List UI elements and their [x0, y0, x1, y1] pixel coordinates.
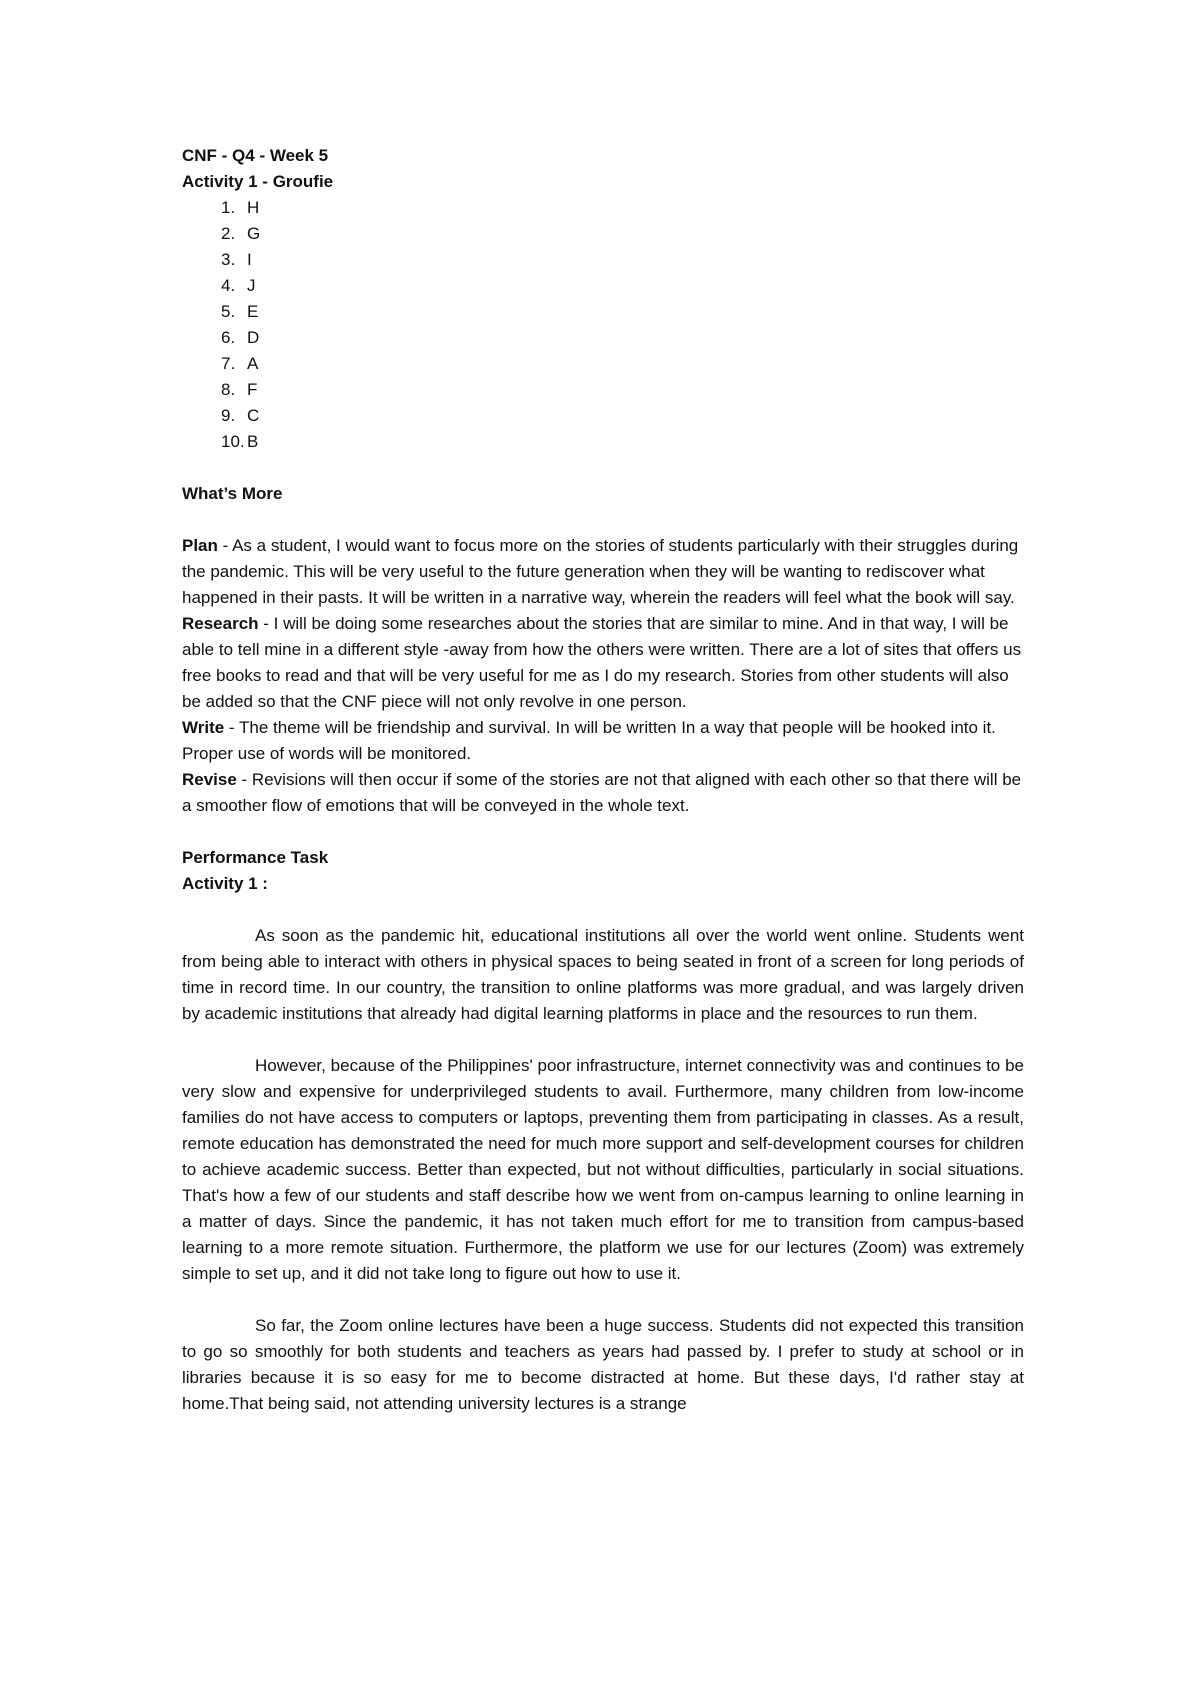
- list-item: 7. A: [221, 354, 259, 373]
- write-label: Write: [182, 718, 225, 737]
- plan-label: Plan: [182, 536, 218, 555]
- list-item: 2. G: [221, 224, 261, 243]
- activity-heading: Activity 1 - Groufie: [182, 172, 334, 191]
- performance-activity-heading: Activity 1 :: [182, 874, 268, 893]
- essay-paragraph-2: However, because of the Philippines' poor infrastructure, internet connectivity was and continues to be very slow and expensive for underprivileged students to avail. Furthermore, many children from low-income families do not have access to computers or laptops, preventing them from participating in classes. As a result, remote education has demonstrated the need for much more support and self-development courses for children to achieve academic success. Better than expected, but not without difficulties, particularly in social situations. That's how a few of our students and staff describe how we went from on-campus learning to online learning in a matter of days. Since the pandemic, it has not taken much effort for me to transition from campus-based learning to a more remote situation. Furthermore, the platform we use for our lectures (Zoom) was extremely simple to set up, and it did not take long to figure out how to use it.: [182, 1056, 1024, 1283]
- list-item: 4. J: [221, 276, 256, 295]
- spacer: [182, 1027, 1024, 1053]
- spacer: [182, 455, 1024, 481]
- spacer: [182, 819, 1024, 845]
- document-body: [182, 143, 1024, 1417]
- list-item: 3. I: [221, 250, 252, 269]
- essay-paragraph-3: So far, the Zoom online lectures have been a huge success. Students did not expected this transition to go so smoothly for both students and teachers as years had passed by. I prefer to study at school or in libraries because it is so easy for me to become distracted at home. But these days, I'd rather stay at home.That being said, not attending university lectures is a strange: [182, 1316, 1024, 1413]
- list-item: 10. B: [221, 432, 259, 451]
- revise-text: - Revisions will then occur if some of the stories are not that aligned with each other so that there will be a smoother flow of emotions that will be conveyed in the whole text.: [182, 770, 1022, 815]
- list-item: 6. D: [221, 328, 260, 347]
- plan-text: - As a student, I would want to focus more on the stories of students particularly with their struggles during the pandemic. This will be very useful to the future generation when they will be wanting to rediscover what happened in their pasts. It will be written in a narrative way, wherein the readers will feel what the book will say.: [182, 536, 1019, 607]
- list-item: 5. E: [221, 302, 259, 321]
- plan-paragraph: [182, 533, 1024, 611]
- whats-more-heading: What’s More: [182, 484, 283, 503]
- list-item: 8. F: [221, 380, 258, 399]
- write-text: - The theme will be friendship and survival. In will be written In a way that people will be hooked into it. Proper use of words will be monitored.: [182, 718, 996, 763]
- revise-label: Revise: [182, 770, 237, 789]
- spacer: [182, 507, 1024, 533]
- revise-paragraph: [182, 767, 1024, 819]
- list-item: 9. C: [221, 406, 260, 425]
- list-item: 1. H: [221, 198, 260, 217]
- answer-list: [182, 195, 1024, 455]
- research-text: - I will be doing some researches about the stories that are similar to mine. And in that way, I will be able to tell mine in a different style -away from how the others were written. There are a lot of sites that offers us free books to read and that will be very useful for me as I do my research. Stories from other students will also be added so that the CNF piece will not only revolve in one person.: [182, 614, 1022, 711]
- performance-heading: Performance Task: [182, 848, 329, 867]
- spacer: [182, 897, 1024, 923]
- research-label: Research: [182, 614, 259, 633]
- research-paragraph: [182, 611, 1024, 715]
- document-title: CNF - Q4 - Week 5: [182, 146, 329, 165]
- write-paragraph: [182, 715, 1024, 767]
- essay-paragraph-1: As soon as the pandemic hit, educational institutions all over the world went online. Students went from being able to interact with others in physical spaces to being seated in front of a screen for long periods of time in record time. In our country, the transition to online platforms was more gradual, and was largely driven by academic institutions that already had digital learning platforms in place and the resources to run them.: [182, 926, 1024, 1023]
- spacer: [182, 1287, 1024, 1313]
